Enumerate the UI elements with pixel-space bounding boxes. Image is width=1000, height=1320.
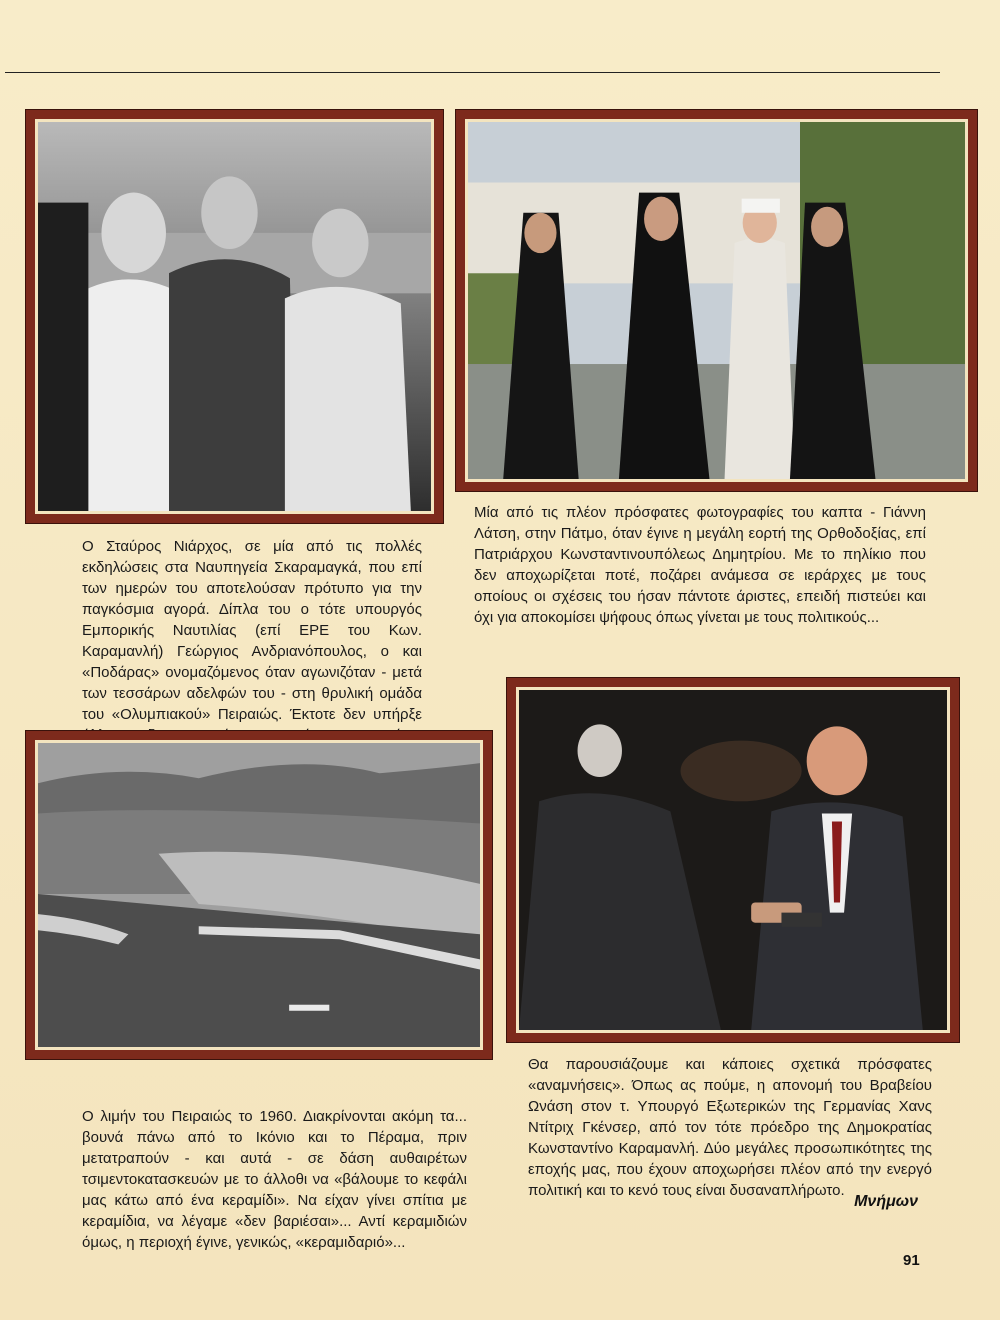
caption-niarchos: Ο Σταύρος Νιάρχος, σε μία από τις πολλές εκδηλώσεις στα Ναυπηγεία Σκαραμαγκά, που επί των ημερών του αποτελούσαν πρότυπο για την παγκόσμια αγορά. Δίπλα του ο τότε υπουργός Εμπορικής Ναυτιλίας (επί ΕΡΕ του Κων. Καραμανλή) Γεώργιος Ανδριανόπουλος, ο και «Ποδάρας» ονομαζόμενος όταν αγωνιζόταν - μετά των τεσσάρων αδελφών του - στη θρυλική ομάδα του «Ολυμπιακού» Πειραιώς. Έκτοτε δεν υπήρξε bbox=[82, 538, 422, 723]
photo-frame-genscher bbox=[506, 677, 960, 1043]
photo-frame-piraeus bbox=[25, 730, 493, 1060]
page-number: 91 bbox=[903, 1252, 920, 1269]
caption-latsis: Μία από τις πλέον πρόσφατες φωτογραφίες του καπτα - Γιάννη Λάτση, στην Πάτμο, όταν έγινε η μεγάλη εορτή της Ορθοδοξίας, επί Πατριάρχου Κωνσταντινουπόλεως Δημητρίου. Με το πηλίκιο που δεν αποχωρίζεται ποτέ, ποζάρει ανάμεσα σε ιεράρχες με τους οποίους οι σχέσεις του ήσαν πάντοτε άριστες, επειδή πιστεύει και όχι για αποκομίσει ψήφους όπως γίνεται με τους πολιτικούς... bbox=[474, 504, 926, 626]
top-rule bbox=[5, 72, 940, 73]
caption-piraeus: Ο λιμήν του Πειραιώς το 1960. Διακρίνονται ακόμη τα... βουνά πάνω από το Ικόνιο και το Πέραμα, πριν μετατραπούν - και αυτά - σε δάση αυθαιρέτων τσιμεντοκατασκευών με το άλλοθι να «βάλουμε το κεφάλι μας κάτω από ένα κεραμίδι». Να είχαν γίνει σπίτια με κεραμίδια, να λέγαμε «δεν βαριέσαι»... Αντί κεραμιδιών όμως, η περιοχή έγινε, γενικώς, «κεραμιδαριό»... bbox=[82, 1108, 467, 1251]
author-signature: Μνήμων bbox=[854, 1193, 918, 1210]
photo-frame-niarchos bbox=[25, 109, 444, 524]
photo-piraeus bbox=[38, 743, 480, 1047]
photo-frame-latsis bbox=[455, 109, 978, 492]
caption-genscher: Θα παρουσιάζουμε και κάποιες σχετικά πρόσφατες «αναμνήσεις». Όπως ας πούμε, η απονομή του Βραβείου Ωνάση στον τ. Υπουργό Εξωτερικών της Γερμανίας Χανς Ντίτριχ Γκένσερ, από τον τότε πρόεδρο της Δημοκρατίας Κωνσταντίνο Καραμανλή. Δύο μεγάλες προσωπικότητες της εποχής μας, που έχουν αποχωρήσει πλέον από την ενεργό πολιτική και το κενό τους είναι δυσαναπλήρωτο. bbox=[528, 1056, 932, 1199]
photo-latsis bbox=[468, 122, 965, 479]
photo-niarchos bbox=[38, 122, 431, 511]
photo-genscher bbox=[519, 690, 947, 1030]
